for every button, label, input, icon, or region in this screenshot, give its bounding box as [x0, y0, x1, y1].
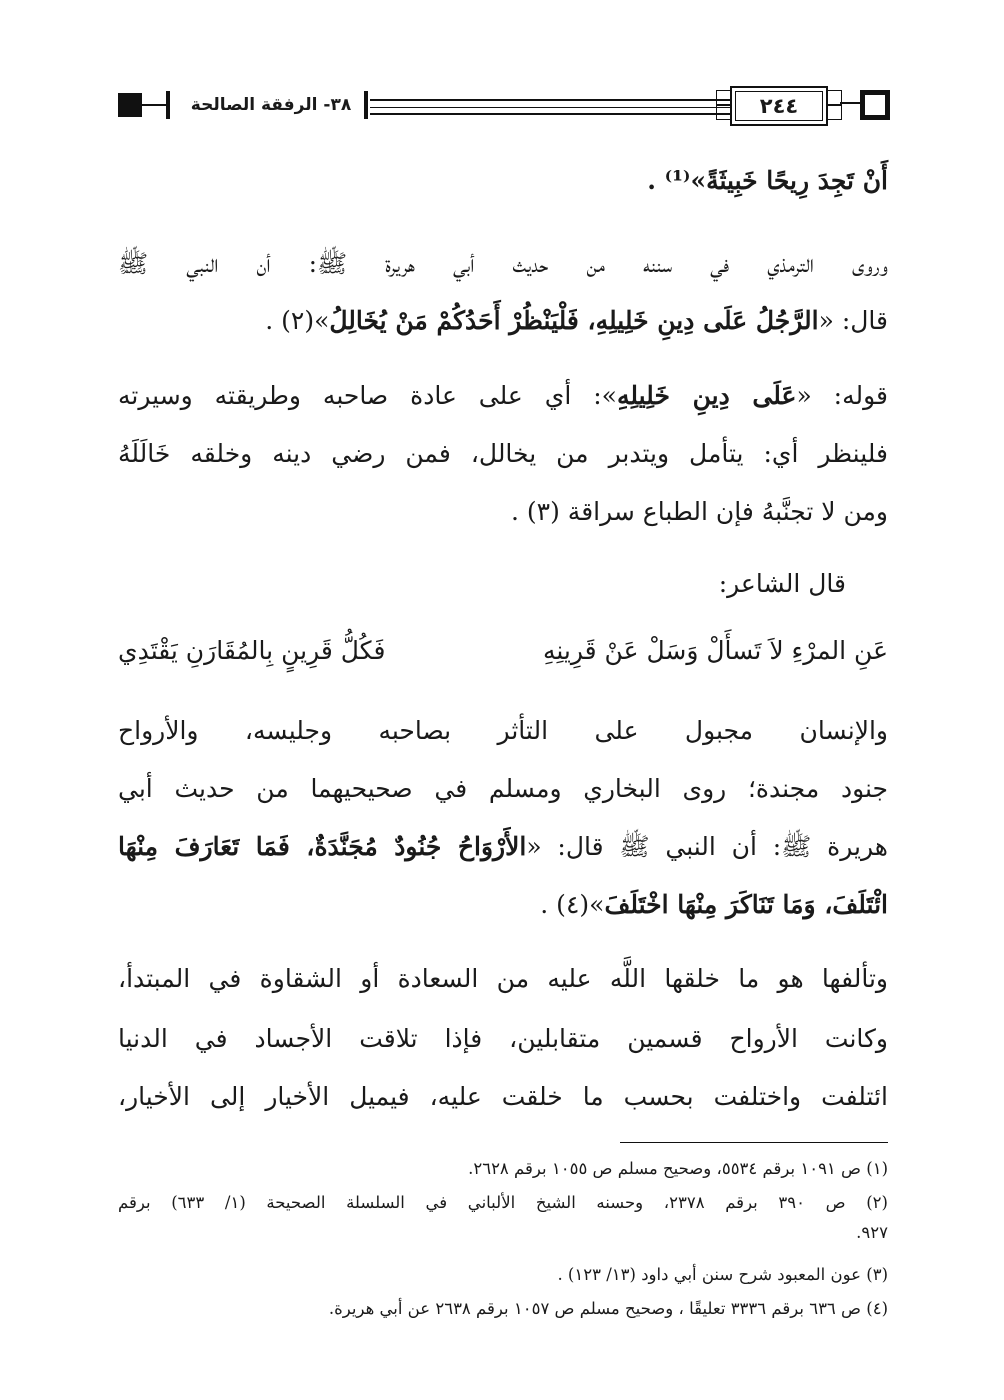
text-line: وتألفها هو ما خلقها اللَّه عليه من السعادة أو الشقاوة في المبتدأ،	[118, 964, 888, 993]
page-number-frame	[730, 86, 828, 126]
poetry-verse	[118, 630, 888, 674]
footnote-separator	[620, 1142, 888, 1143]
quoted-phrase: عَلَى دِينِ خَلِيلِهِ	[616, 381, 797, 410]
text-line: فلينظر أي: يتأمل ويتدبر من يخالل، فمن رضي دينه وخلقه خَالَلَهُ	[118, 439, 888, 468]
footnote: (٢) ص ٣٩٠ برقم ٢٣٧٨، وحسنه الشيخ الألباني في السلسلة الصحيحة (١/ ٦٣٣) برقم	[118, 1193, 888, 1212]
text-line: والإنسان مجبول على التأثر بصاحبه وجليسه، والأرواح	[118, 716, 888, 745]
text-line: أَنْ تَجِدَ رِيحًا خَبِيثَةً»⁽¹⁾ .	[647, 166, 888, 195]
footnote: (١) ص ١٠٩١ برقم ٥٥٣٤، وصحيح مسلم ص ١٠٥٥ برقم ٢٦٢٨.	[468, 1159, 888, 1178]
footnote: (٤) ص ٦٣٦ برقم ٣٣٣٦ تعليقًا ، وصحيح مسلم ص ١٠٥٧ برقم ٢٦٣٨ عن أبي هريرة.	[328, 1299, 888, 1318]
text-line: جنود مجندة؛ روى البخاري ومسلم في صحيحيهما من حديث أبي	[118, 774, 888, 803]
poet-intro: قال الشاعر:	[718, 569, 846, 598]
text-line: وروى الترمذي في سننه من حديث أبي هريرة ﷺ: أن النبي ﷺ	[118, 249, 888, 278]
page-number: ٢٤٤	[759, 94, 799, 118]
text-line: ائْتَلَفَ، وَمَا تَنَاكَرَ مِنْهَا اخْتَلَفَ»(٤) .	[540, 890, 888, 919]
text-line: قال: «الرَّجُلُ عَلَى دِينِ خَلِيلِهِ، فَلْيَنْظُرْ أَحَدُكُمْ مَنْ يُخَالِلُ»(٢) .	[265, 306, 888, 335]
header-ornament-square	[118, 93, 142, 117]
header-divider	[364, 91, 368, 119]
text-line: وكانت الأرواح قسمين متقابلين، فإذا تلاقت الأجساد في الدنيا	[118, 1024, 888, 1053]
verse-first-hemistich: عَنِ المرْءِ لاَ تَسأَلْ وَسَلْ عَنْ قَرِينِهِ	[542, 636, 888, 665]
verse-second-hemistich: فَكُلُّ قَرِينٍ بِالمُقَارَنِ يَقْتَدِي	[118, 636, 386, 665]
text-line: هريرة ﷺ: أن النبي ﷺ قال: «الأَرْوَاحُ جُنُودٌ مُجَنَّدَةٌ، فَمَا تَعَارَفَ مِنْهَا	[118, 832, 888, 861]
hadith-text: الأَرْوَاحُ جُنُودٌ مُجَنَّدَةٌ، فَمَا تَعَارَفَ مِنْهَا	[118, 832, 527, 861]
header-divider	[166, 91, 170, 119]
text-line: ائتلفت واختلفت بحسب ما خلقت عليه، فيميل الأخيار إلى الأخيار،	[118, 1082, 888, 1111]
footnote: (٣) عون المعبود شرح سنن أبي داود (١٣/ ١٢٣) .	[557, 1265, 888, 1284]
chapter-title: ٣٨- الرفقة الصالحة	[190, 95, 352, 115]
hadith-text: ائْتَلَفَ، وَمَا تَنَاكَرَ مِنْهَا اخْتَلَفَ	[604, 890, 888, 919]
hadith-text: الرَّجُلُ عَلَى دِينِ خَلِيلِهِ، فَلْيَنْظُرْ أَحَدُكُمْ مَنْ يُخَالِلُ	[329, 306, 819, 335]
header-ornament-square-hollow	[860, 90, 890, 120]
text-line: قوله: «عَلَى دِينِ خَلِيلِهِ»: أي على عادة صاحبه وطريقته وسيرته	[118, 381, 888, 410]
text-line: ومن لا تجنَّبهُ فإن الطباع سراقة (٣) .	[511, 497, 888, 526]
page-header	[118, 86, 888, 130]
footnote-continuation: ٩٢٧.	[856, 1223, 888, 1242]
